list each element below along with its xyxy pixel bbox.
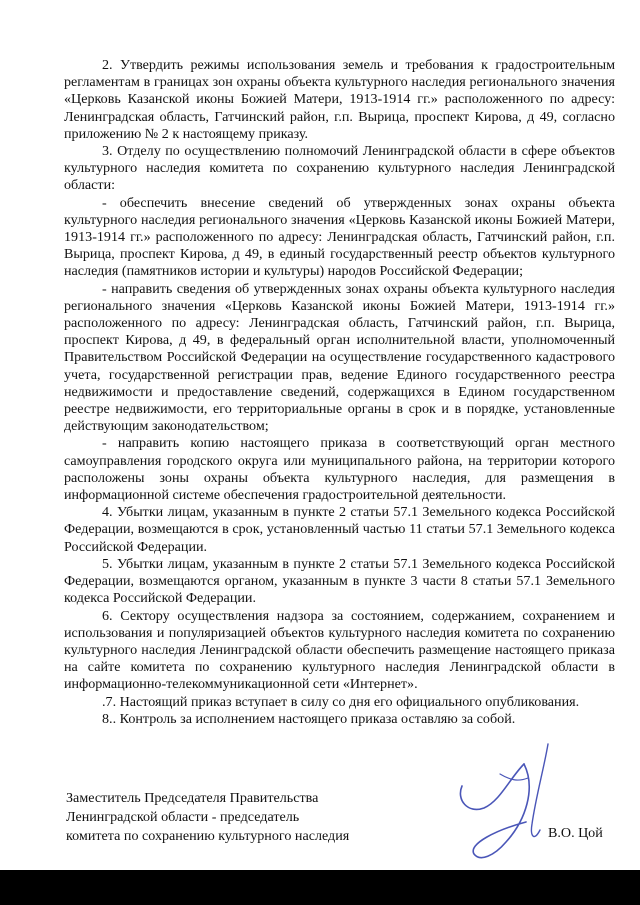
- paragraph-8: 8.. Контроль за исполнением настоящего приказа оставляю за собой.: [102, 710, 516, 727]
- order-text: [64, 57, 615, 728]
- paragraph-3-item-2: - направить сведения об утвержденных зонах охраны объекта культурного наследия регионального значения «Церковь Казанской иконы Божией Матери, 1913-1914 гг.» расположенного по адресу: Ленинградская область, Гатчинский район, г.п. Вырица, проспект Кирова, д 49, в федеральный орган исполнительной власти, уполномоченный Правительством Российской Федерации на осуществление государственного кадастрового учета, государственной регистрации прав, ведение Единого государственного реестра недвижимости и предоставление сведений, содержащихся в Едином государственном реестре недвижимости, его территориальные органы в срок и в порядке, установленные действующим законодательством;: [64, 280, 615, 435]
- signatory-position-line: Заместитель Председателя Правительства: [66, 790, 319, 806]
- signature-stroke: [460, 764, 524, 809]
- paragraph-2: 2. Утвердить режимы использования земель и требования к градостроительным регламентам в границах зон охраны объекта культурного наследия регионального значения «Церковь Казанской иконы Божией Матери, 1913-1914 гг.» расположенного по адресу: Ленинградская область, Гатчинский район, г.п. Вырица, проспект Кирова, д 49, согласно приложению № 2 к настоящему приказу.: [64, 57, 615, 142]
- paragraph-5: 5. Убытки лицам, указанным в пункте 2 статьи 57.1 Земельного кодекса Российской Федерации, возмещаются органом, указанным в пункте 3 части 8 статьи 57.1 Земельного кодекса Российской Федерации.: [64, 555, 615, 607]
- signatory-position-line: комитета по сохранению культурного наследия: [66, 828, 350, 844]
- signature-stroke: [473, 764, 529, 858]
- paragraph-3-item-1: - обеспечить внесение сведений об утвержденных зонах охраны объекта культурного наследия регионального значения «Церковь Казанской иконы Божией Матери, 1913-1914 гг.» расположенного по адресу: Ленинградская область, Гатчинский район, г.п. Вырица, проспект Кирова, д 49, в единый государственный реестр объектов культурного наследия (памятников истории и культуры) народов Российской Федерации;: [64, 194, 615, 280]
- signatory-name: В.О. Цой: [548, 825, 603, 841]
- paragraph-4: 4. Убытки лицам, указанным в пункте 2 статьи 57.1 Земельного кодекса Российской Федерации, возмещаются в срок, установленный частью 11 статьи 57.1 Земельного кодекса Российской Федерации.: [64, 504, 615, 555]
- handwritten-signature: [440, 738, 590, 868]
- paragraph-7: .7. Настоящий приказ вступает в силу со дня его официального опубликования.: [102, 693, 580, 710]
- signatory-position-line: Ленинградской области - председатель: [66, 809, 300, 825]
- scan-bottom-border: [0, 870, 640, 905]
- paragraph-3: 3. Отделу по осуществлению полномочий Ленинградской области в сфере объектов культурного наследия комитета по сохранению культурного наследия Ленинградской области:: [64, 143, 615, 194]
- signatory-position: [66, 789, 349, 846]
- paragraph-6: 6. Сектору осуществления надзора за состоянием, содержанием, сохранением и использования и популяризацией объектов культурного наследия комитета по сохранению культурного наследия Ленинградской области обеспечить размещение настоящего приказа на сайте комитета по сохранению культурного наследия Ленинградской области в информационно-телекоммуникационной сети «Интернет».: [64, 607, 615, 693]
- signature-stroke: [531, 744, 548, 837]
- paragraph-3-item-3: - направить копию настоящего приказа в соответствующий орган местного самоуправления городского округа или муниципального района, на территории которого расположены зоны охраны объекта культурного наследия, для размещения в информационной системе обеспечения градостроительной деятельности.: [64, 435, 615, 504]
